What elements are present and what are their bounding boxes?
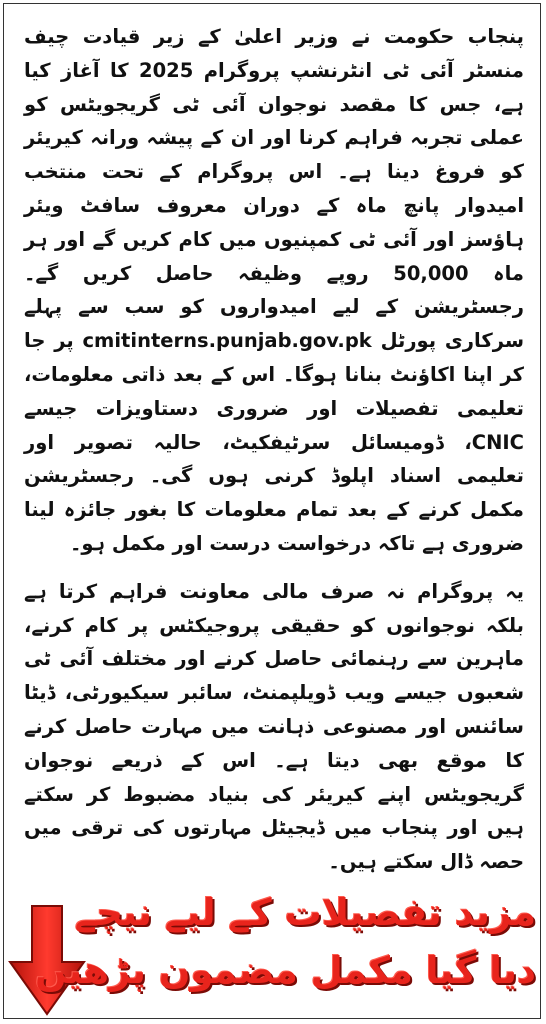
banner-line-1: مزید تفصیلات کے لیے نیچے: [74, 891, 536, 934]
article-paragraph-1: پنجاب حکومت نے وزیر اعلیٰ کے زیر قیادت چیف منسٹر آئی ٹی انٹرنشپ پروگرام 2025 کا آغاز کیا ہے، جس کا مقصد نوجوان آئی ٹی گریجویٹس کو عملی تجربہ فراہم کرنا اور ان کے پیشہ ورانہ کیریئر کو فروغ دینا ہے۔ اس پروگرام کے تحت منتخب امیدوار پانچ ماہ کے دوران معروف سافٹ ویئر ہاؤسز اور آئی ٹی کمپنیوں میں کام کریں گے اور ہر ماہ 50,000 روپے وظیفہ حاصل کریں گے۔ رجسٹریشن کے لیے امیدواروں کو سب سے پہلے سرکاری پورٹل cmitinterns.punjab.gov.pk پر جا کر اپنا اکاؤنٹ بنانا ہوگا۔ اس کے بعد ذاتی معلومات، تعلیمی تفصیلات اور ضروری دستاویزات جیسے CNIC، ڈومیسائل سرٹیفکیٹ، حالیہ تصویر اور تعلیمی اسناد اپلوڈ کرنی ہوں گی۔ رجسٹریشن مکمل کرنے کے بعد تمام معلومات کا بغور جائزہ لینا ضروری ہے تاکہ درخواست درست اور مکمل ہو۔: [24, 25, 525, 555]
banner-line-2: دیا گیا مکمل مضمون پڑھیں: [35, 949, 536, 992]
article-paragraph-2: یہ پروگرام نہ صرف مالی معاونت فراہم کرتا ہے بلکہ نوجوانوں کو حقیقی پروجیکٹس پر کام کرنے، ماہرین سے رہنمائی حاصل کرنے اور مختلف آئی ٹی شعبوں جیسے ویب ڈویلپمنٹ، سائبر سیکیورٹی، ڈیٹا سائنس اور مصنوعی ذہانت میں مہارت حاصل کرنے کا موقع بھی دیتا ہے۔ اس کے ذریعے نوجوان گریجویٹس اپنے کیریئر کی بنیاد مضبوط کر سکتے ہیں اور پنجاب میں ڈیجیٹل مہارتوں کی ترقی میں حصہ ڈال سکتے ہیں۔: [24, 579, 524, 874]
read-more-banner: [35, 884, 536, 1000]
article-body: [24, 20, 524, 879]
